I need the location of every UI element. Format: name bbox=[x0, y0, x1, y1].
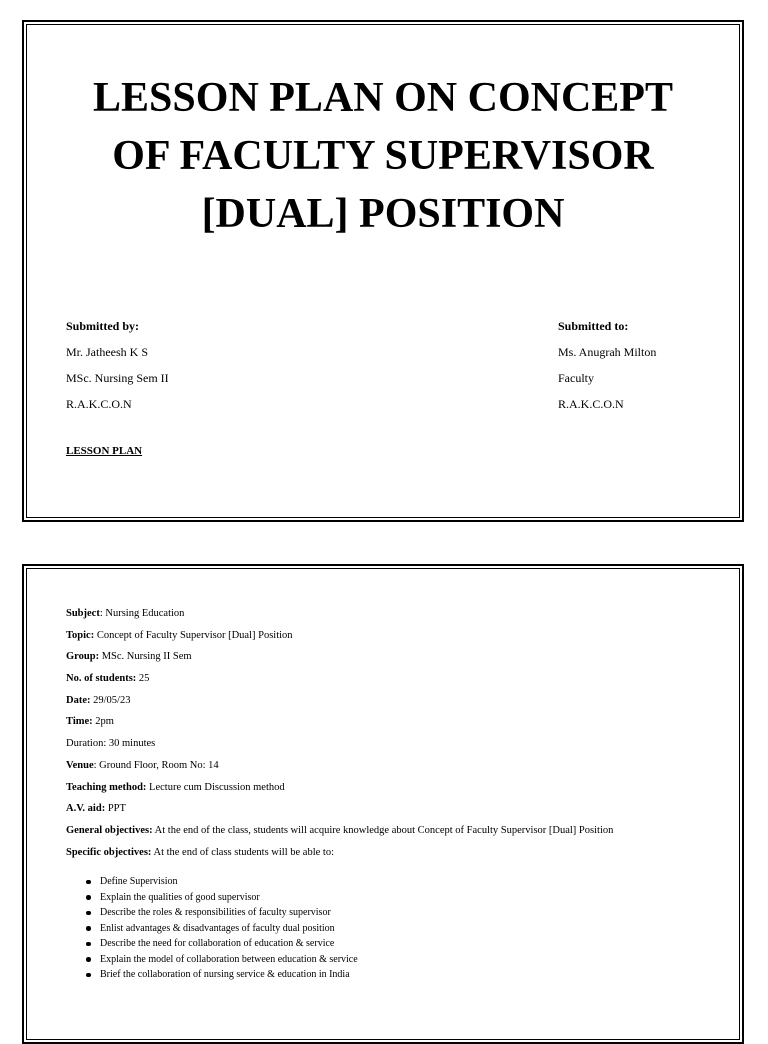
specific-objectives-value: At the end of class students will be able to: bbox=[151, 846, 334, 858]
group-row bbox=[66, 651, 712, 673]
submitted-by-label: Submitted by: bbox=[66, 319, 140, 333]
av-aid-value: PPT bbox=[105, 803, 126, 815]
specific-objectives-label: Specific objectives: bbox=[66, 846, 152, 858]
venue-label: Venue bbox=[66, 759, 94, 771]
venue-row bbox=[66, 760, 712, 782]
time-value: 2pm bbox=[92, 716, 114, 728]
subject-value: : Nursing Education bbox=[99, 608, 185, 619]
title-line: LESSON PLAN ON CONCEPT bbox=[93, 75, 673, 121]
topic-value: Concept of Faculty Supervisor [Dual] Position bbox=[94, 629, 293, 641]
time-label: Time: bbox=[66, 716, 93, 728]
title-line: OF FACULTY SUPERVISOR bbox=[112, 133, 654, 179]
teaching-method-value: Lecture cum Discussion method bbox=[146, 781, 285, 793]
teaching-method-label: Teaching method: bbox=[66, 781, 147, 793]
submitted-to-block bbox=[558, 313, 656, 417]
time-row bbox=[66, 716, 712, 738]
title-line: [DUAL] POSITION bbox=[201, 191, 565, 237]
date-value: 29/05/23 bbox=[90, 694, 131, 706]
group-value: MSc. Nursing II Sem bbox=[99, 651, 192, 663]
students-value: 25 bbox=[136, 673, 150, 685]
venue-value: : Ground Floor, Room No: 14 bbox=[93, 759, 219, 771]
submitted-by-block bbox=[66, 313, 169, 417]
submitter-name: Mr. Jatheesh K S bbox=[66, 345, 148, 359]
students-row bbox=[66, 673, 712, 695]
subject-label: Subject bbox=[66, 608, 100, 619]
document-title bbox=[24, 69, 742, 243]
list-item: Brief the collaboration of nursing service & education in India bbox=[66, 967, 712, 983]
topic-row bbox=[66, 630, 712, 652]
lesson-plan-heading: LESSON PLAN bbox=[66, 445, 143, 457]
recipient-role: Faculty bbox=[558, 371, 594, 385]
list-item: Describe the roles & responsibilities of faculty supervisor bbox=[66, 905, 712, 921]
cover-page bbox=[22, 20, 744, 522]
objectives-list bbox=[66, 874, 712, 983]
list-item: Explain the model of collaboration between education & service bbox=[66, 952, 712, 968]
teaching-method-row bbox=[66, 782, 712, 804]
submitter-college: R.A.K.C.O.N bbox=[66, 397, 132, 411]
general-objectives-label: General objectives: bbox=[66, 824, 153, 836]
list-item: Enlist advantages & disadvantages of faculty dual position bbox=[66, 921, 712, 937]
students-label: No. of students: bbox=[66, 673, 137, 685]
subject-row bbox=[66, 608, 712, 630]
submitted-to-label: Submitted to: bbox=[558, 319, 629, 333]
specific-objectives-row bbox=[66, 847, 712, 869]
list-item: Explain the qualities of good supervisor bbox=[66, 890, 712, 906]
date-row bbox=[66, 695, 712, 717]
av-aid-label: A.V. aid: bbox=[66, 803, 106, 815]
general-objectives-row bbox=[66, 825, 712, 847]
list-item: Define Supervision bbox=[66, 874, 712, 890]
group-label: Group: bbox=[66, 651, 100, 663]
date-label: Date: bbox=[66, 694, 91, 706]
submitter-course: MSc. Nursing Sem II bbox=[66, 371, 169, 385]
recipient-college: R.A.K.C.O.N bbox=[558, 397, 624, 411]
details-page bbox=[22, 564, 744, 1044]
av-aid-row bbox=[66, 803, 712, 825]
lesson-details bbox=[66, 608, 712, 983]
duration-row: Duration: 30 minutes bbox=[66, 738, 156, 750]
recipient-name: Ms. Anugrah Milton bbox=[558, 345, 657, 359]
topic-label: Topic: bbox=[66, 629, 95, 641]
general-objectives-value: At the end of the class, students will acquire knowledge about Concept of Faculty Supervisor [Dual] Position bbox=[152, 824, 614, 836]
list-item: Describe the need for collaboration of education & service bbox=[66, 936, 712, 952]
